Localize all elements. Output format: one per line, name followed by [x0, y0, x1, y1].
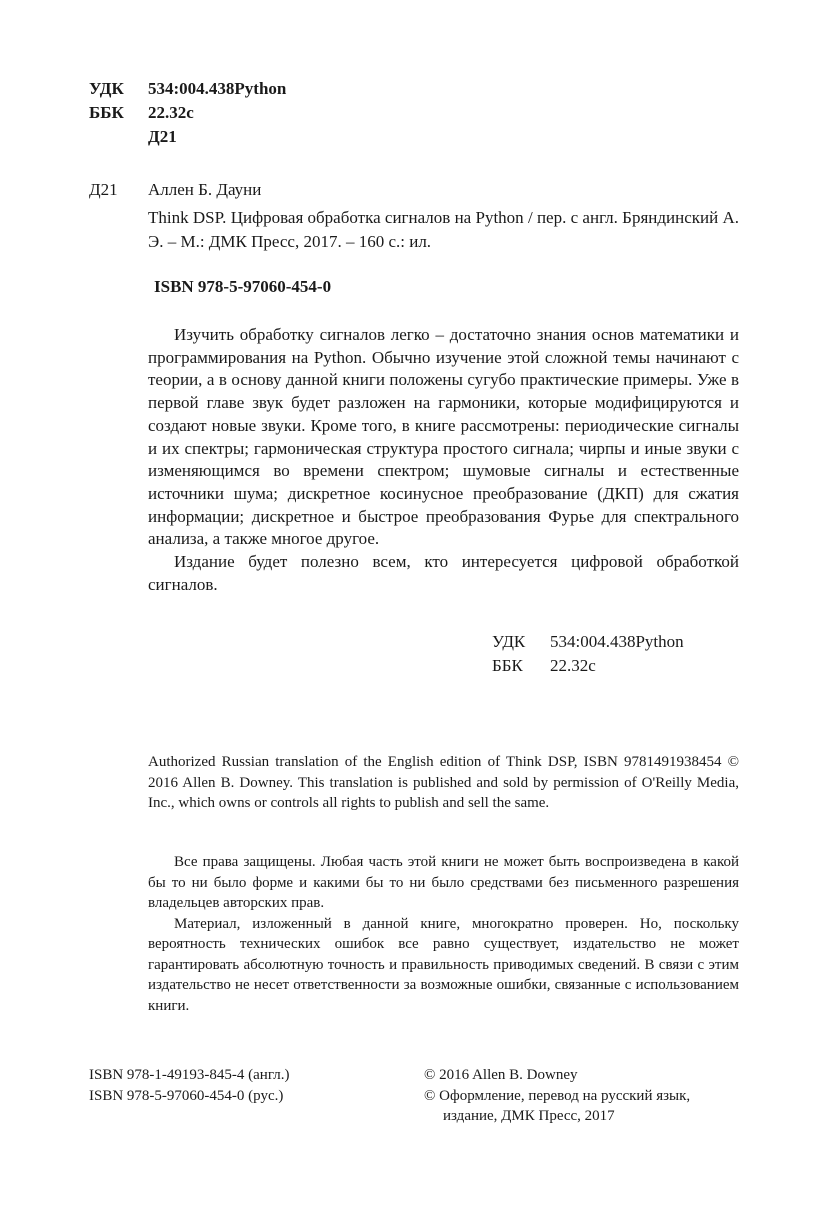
bbk-label: ББК: [89, 103, 124, 122]
bbk-repeat-value: 22.32с: [550, 656, 596, 675]
classification-repeat: [492, 630, 684, 678]
author-mark: Д21: [148, 127, 177, 146]
bbk-value: 22.32с: [148, 103, 194, 122]
catalog-description: Think DSP. Цифровая обработка сигналов на Python / пер. с англ. Бряндинский А. Э. – М.: ДМК Пресс, 2017. – 160 с.: ил.: [148, 208, 739, 251]
copyright-author: © 2016 Allen B. Downey: [424, 1067, 578, 1083]
rights-notice: [148, 852, 739, 1016]
annotation-paragraph-1: Изучить обработку сигналов легко – достаточно знания основ математики и программирования на Python. Обычно изучение этой сложной темы начинают с теории, а в основу данной книги положены сугубо практические примеры. Уже в первой главе звук будет разложен на гармоники, которые модифицируются и создают новые звуки. Кроме того, в книге рассмотрены: периодические сигналы и их спектры; гармоническая структура простого сигнала; чирпы и иные звуки с изменяющимся во времени спектром; шумовые сигналы и естественные источники шума; дискретное косинусное преобразование (ДКП) для сжатия информации; дискретное и быстрое преобразования Фурье для спектрального анализа, а также многое другое.: [148, 325, 739, 549]
bbk-repeat-label: ББК: [492, 656, 523, 675]
catalog-isbn: ISBN 978-5-97060-454-0: [154, 277, 332, 296]
english-notice: Authorized Russian translation of the English edition of Think DSP, ISBN 9781491938454 © 2016 Allen B. Downey. This translation is published and sold by permission of O'Reilly Media, Inc., which owns or controls all rights to publish and sell the same.: [148, 754, 739, 811]
isbn-english: ISBN 978-1-49193-845-4 (англ.): [89, 1067, 290, 1083]
isbn-russian: ISBN 978-5-97060-454-0 (рус.): [89, 1088, 284, 1104]
rights-paragraph-1: Все права защищены. Любая часть этой книги не может быть воспроизведена в какой бы то ни было форме и какими бы то ни было средствами без письменного разрешения владельцев авторских прав.: [148, 854, 739, 911]
udk-repeat-label: УДК: [492, 632, 526, 651]
copyright-design-line-1: © Оформление, перевод на русский язык,: [424, 1088, 691, 1104]
rights-paragraph-2: Материал, изложенный в данной книге, многократно проверен. Но, поскольку вероятность технических ошибок все равно существует, издательство не может гарантировать абсолютную точность и правильность приводимых сведений. В связи с этим издательство не несет ответственности за возможные ошибки, связанные с использованием книги.: [148, 915, 739, 1014]
udk-repeat-value: 534:004.438Python: [550, 632, 684, 651]
udk-value: 534:004.438Python: [148, 79, 287, 98]
catalog-code: Д21: [89, 180, 118, 199]
catalog-author: Аллен Б. Дауни: [148, 180, 262, 199]
copyright-design-line-2: издание, ДМК Пресс, 2017: [443, 1108, 615, 1124]
udk-label: УДК: [89, 79, 124, 98]
annotation: [148, 324, 739, 596]
annotation-paragraph-2: Издание будет полезно всем, кто интересуется цифровой обработкой сигналов.: [148, 552, 739, 594]
